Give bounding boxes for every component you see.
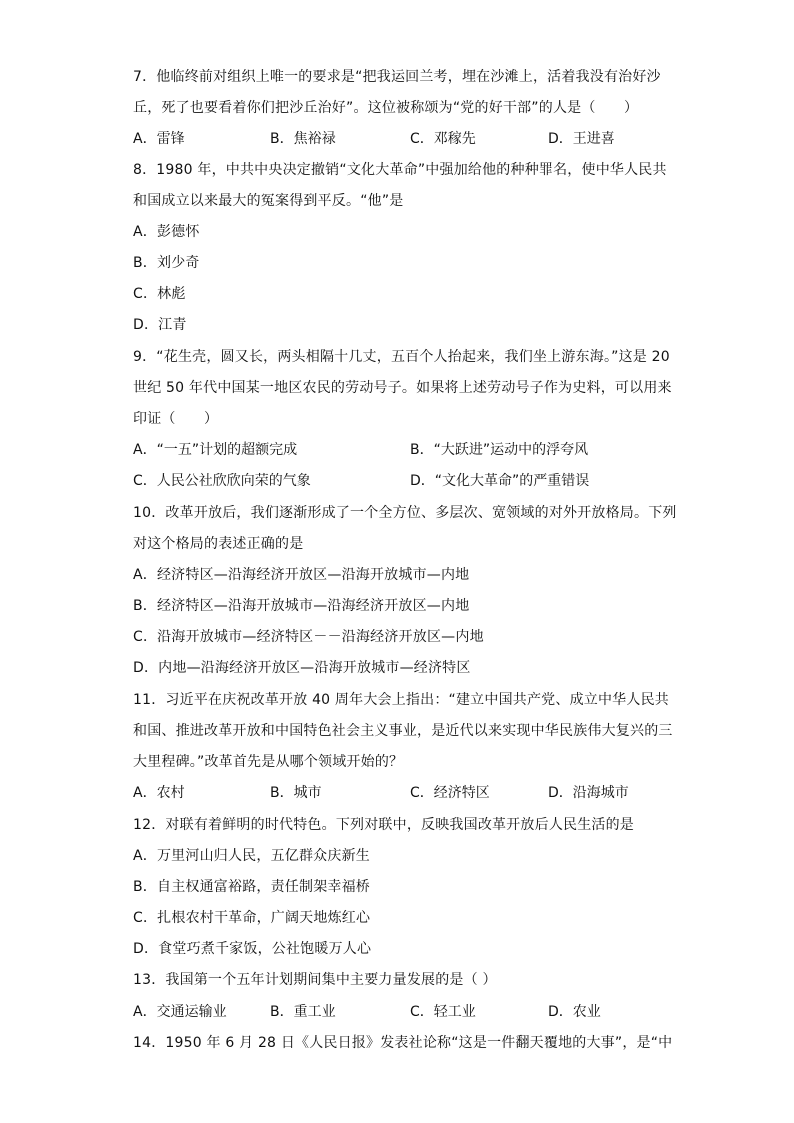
- q12-option-b: B．自主权通富裕路，责任制架幸福桥: [133, 879, 371, 895]
- q13-option-b: B．重工业: [270, 1004, 336, 1020]
- q10-stem-line2: 对这个格局的表述正确的是: [133, 536, 304, 552]
- q11-option-a: A．农村: [133, 785, 185, 801]
- q8-option-b: B．刘少奇: [133, 255, 200, 271]
- q9-option-d: D．“文化大革命”的严重错误: [410, 473, 590, 489]
- q11-option-c: C．经济特区: [410, 785, 490, 801]
- q7-stem-line2: 丘，死了也要看着你们把沙丘治好”。这位被称颂为“党的好干部”的人是（ ）: [133, 100, 639, 116]
- q13-option-a: A．交通运输业: [133, 1004, 227, 1020]
- q9-stem-line1: 9．“花生壳，圆又长，两头相隔十几丈，五百个人抬起来，我们坐上游东海。”这是 20: [133, 349, 670, 365]
- q9-option-a: A．“一五”计划的超额完成: [133, 442, 298, 458]
- q10-option-b: B．经济特区—沿海开放城市—沿海经济开放区—内地: [133, 598, 470, 614]
- q11-stem-line1: 11．习近平在庆祝改革开放 40 周年大会上指出：“建立中国共产党、成立中华人民共: [133, 692, 669, 708]
- q8-stem-line1: 8．1980 年，中共中央决定撤销“文化大革命”中强加给他的种种罪名，使中华人民共: [133, 162, 667, 178]
- q13-option-c: C．轻工业: [410, 1004, 476, 1020]
- q7-stem-line1: 7．他临终前对组织上唯一的要求是“把我运回兰考，埋在沙滩上，活着我没有治好沙: [133, 69, 661, 85]
- q9-stem-line2: 世纪 50 年代中国某一地区农民的劳动号子。如果将上述劳动号子作为史料，可以用来: [133, 380, 672, 396]
- q10-option-c: C．沿海开放城市—经济特区－－沿海经济开放区—内地: [133, 629, 484, 645]
- q10-stem-line1: 10．改革开放后，我们逐渐形成了一个全方位、多层次、宽领域的对外开放格局。下列: [133, 505, 677, 521]
- q10-option-a: A．经济特区—沿海经济开放区—沿海开放城市—内地: [133, 567, 470, 583]
- q11-option-b: B．城市: [270, 785, 322, 801]
- q8-option-a: A．彭德怀: [133, 224, 200, 240]
- q12-option-c: C．扎根农村干革命，广阔天地炼红心: [133, 910, 371, 926]
- q7-option-d: D．王进喜: [548, 131, 615, 147]
- q9-stem-line3: 印证（ ）: [133, 411, 219, 427]
- q9-option-b: B．“大跃进”运动中的浮夸风: [410, 442, 589, 458]
- q7-option-b: B．焦裕禄: [270, 131, 336, 147]
- q13-stem-line1: 13．我国第一个五年计划期间集中主要力量发展的是（ ）: [133, 972, 497, 988]
- q9-option-c: C．人民公社欣欣向荣的气象: [133, 473, 311, 489]
- q7-option-a: A．雷锋: [133, 131, 185, 147]
- q8-option-d: D．江青: [133, 317, 187, 333]
- q11-stem-line3: 大里程碑。”改革首先是从哪个领域开始的？: [133, 754, 404, 770]
- q11-stem-line2: 和国、推进改革开放和中国特色社会主义事业，是近代以来实现中华民族伟大复兴的三: [133, 723, 673, 739]
- q8-stem-line2: 和国成立以来最大的冤案得到平反。“他”是: [133, 193, 404, 209]
- q12-stem-line1: 12．对联有着鲜明的时代特色。下列对联中，反映我国改革开放后人民生活的是: [133, 817, 635, 833]
- q7-option-c: C．邓稼先: [410, 131, 476, 147]
- q13-option-d: D．农业: [548, 1004, 601, 1020]
- q11-option-d: D．沿海城市: [548, 785, 629, 801]
- q14-stem-line1: 14．1950 年 6 月 28 日《人民日报》发表社论称“这是一件翻天覆地的大事”，是“中: [133, 1035, 673, 1051]
- q12-option-d: D．食堂巧煮千家饭，公社饱暖万人心: [133, 941, 372, 957]
- q10-option-d: D．内地—沿海经济开放区—沿海开放城市—经济特区: [133, 660, 471, 676]
- q12-option-a: A．万里河山归人民，五亿群众庆新生: [133, 848, 370, 864]
- q8-option-c: C．林彪: [133, 286, 186, 302]
